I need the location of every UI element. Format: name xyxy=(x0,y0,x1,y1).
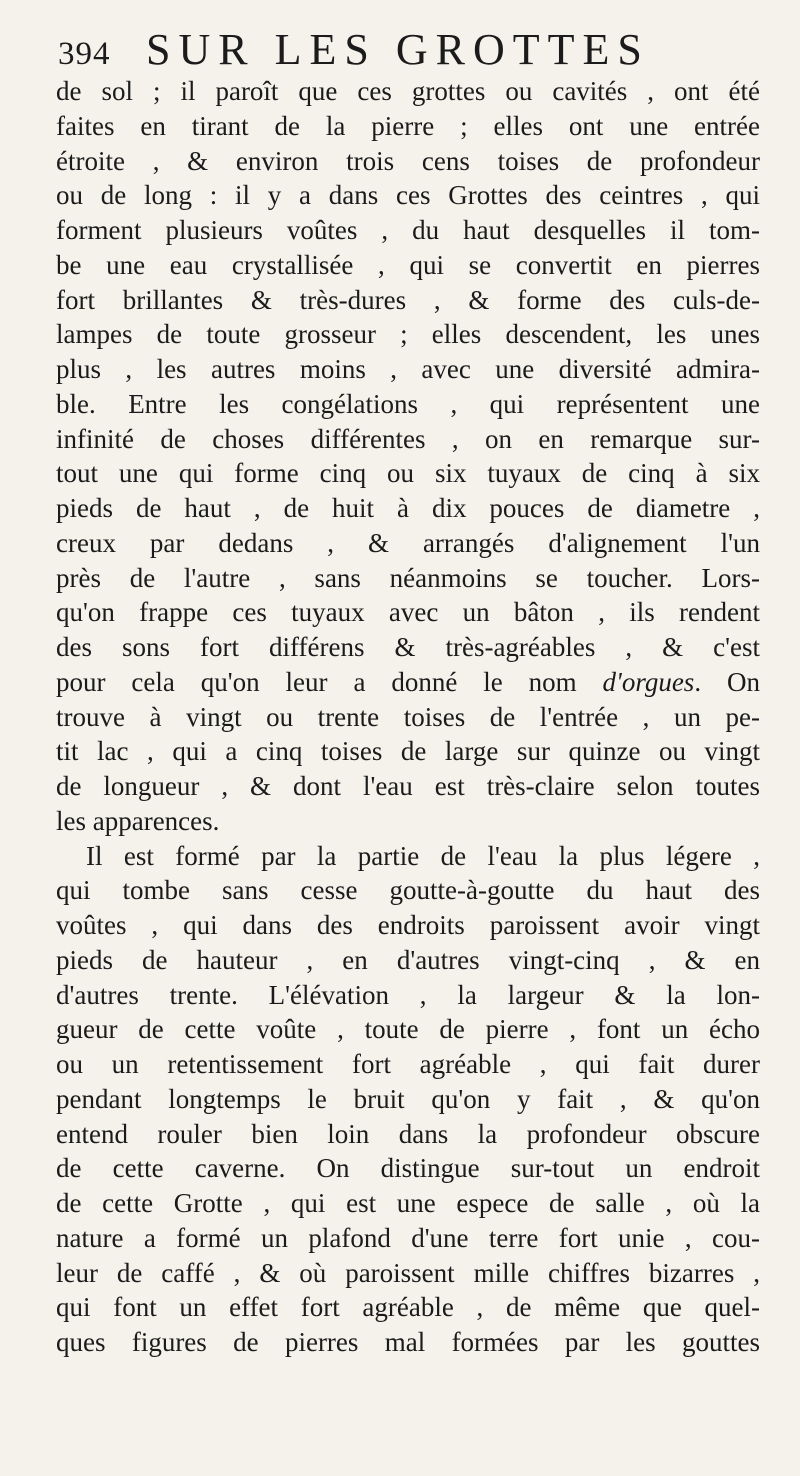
text-line: près de l'autre , sans néanmoins se toucher. Lors- xyxy=(56,562,760,593)
text-line: forment plusieurs voûtes , du haut desquelles il tom- xyxy=(56,215,760,245)
text-line: fort brillantes & très-dures , & forme des culs-de- xyxy=(56,284,760,315)
text-line: tit lac , qui a cinq toises de large sur quinze ou vingt xyxy=(56,736,760,767)
text-line: faites en tirant de la pierre ; elles ont une entrée xyxy=(56,110,760,141)
text-line: qu'on frappe ces tuyaux avec un bâton , ils rendent xyxy=(56,597,760,628)
text-line: ou de long : il y a dans ces Grottes des ceintres , qui xyxy=(56,180,760,211)
italic-term: d'orgues xyxy=(602,666,695,697)
text-line: qui font un effet fort agréable , de même que quel- xyxy=(56,1292,760,1323)
text-line: ques figures de pierres mal formées par les gouttes xyxy=(56,1327,760,1357)
text-line: leur de caffé , & où paroissent mille chiffres bizarres , xyxy=(56,1257,760,1288)
text-line: de cette Grotte , qui est une espece de salle , où la xyxy=(56,1188,760,1218)
text-line: voûtes , qui dans des endroits paroissent avoir vingt xyxy=(56,910,760,940)
text-line: pieds de haut , de huit à dix pouces de diametre , xyxy=(56,493,760,523)
body-text xyxy=(56,74,760,1360)
text-line: plus , les autres moins , avec une diversité admira- xyxy=(56,354,760,384)
text-line: trouve à vingt ou trente toises de l'entrée , un pe- xyxy=(56,701,760,732)
running-title: SUR LES GROTTES xyxy=(146,25,650,74)
text-line: lampes de toute grosseur ; elles descendent, les unes xyxy=(56,319,760,350)
text-line-orgues: pour cela qu'on leur a donné le nom d'orgues. On xyxy=(56,666,760,697)
text-line: de longueur , & dont l'eau est très-claire selon toutes xyxy=(56,771,760,801)
text-line: tout une qui forme cinq ou six tuyaux de cinq à six xyxy=(56,458,760,489)
page-header xyxy=(58,14,778,74)
text-line: be une eau crystallisée , qui se convertit en pierres xyxy=(56,249,760,280)
text-line: pieds de hauteur , en d'autres vingt-cinq , & en xyxy=(56,944,760,975)
text-line: entend rouler bien loin dans la profondeur obscure xyxy=(56,1118,760,1149)
text-line: des sons fort différens & très-agréables , & c'est xyxy=(56,632,760,662)
page-number: 394 xyxy=(58,36,111,72)
text-line: nature a formé un plafond d'une terre fort unie , cou- xyxy=(56,1222,760,1253)
text-line: ble. Entre les congélations , qui représentent une xyxy=(56,388,760,419)
text-line: creux par dedans , & arrangés d'alignement l'un xyxy=(56,527,760,558)
text-line: ou un retentissement fort agréable , qui fait durer xyxy=(56,1049,760,1079)
text-line: d'autres trente. L'élévation , la largeur & la lon- xyxy=(56,979,760,1010)
text-line: de cette caverne. On distingue sur-tout un endroit xyxy=(56,1153,760,1184)
text-line: gueur de cette voûte , toute de pierre , font un écho xyxy=(56,1014,760,1045)
text-line: infinité de choses différentes , on en remarque sur- xyxy=(56,423,760,454)
text-line: qui tombe sans cesse goutte-à-goutte du haut des xyxy=(56,875,760,906)
text-line: étroite , & environ trois cens toises de profondeur xyxy=(56,145,760,176)
text-line-paragraph-start: Il est formé par la partie de l'eau la plus légere , xyxy=(86,840,760,871)
text-line-paragraph-end: les apparences. xyxy=(56,805,220,836)
text-line: de sol ; il paroît que ces grottes ou cavités , ont été xyxy=(56,76,760,106)
text-line: pendant longtemps le bruit qu'on y fait , & qu'on xyxy=(56,1083,760,1114)
